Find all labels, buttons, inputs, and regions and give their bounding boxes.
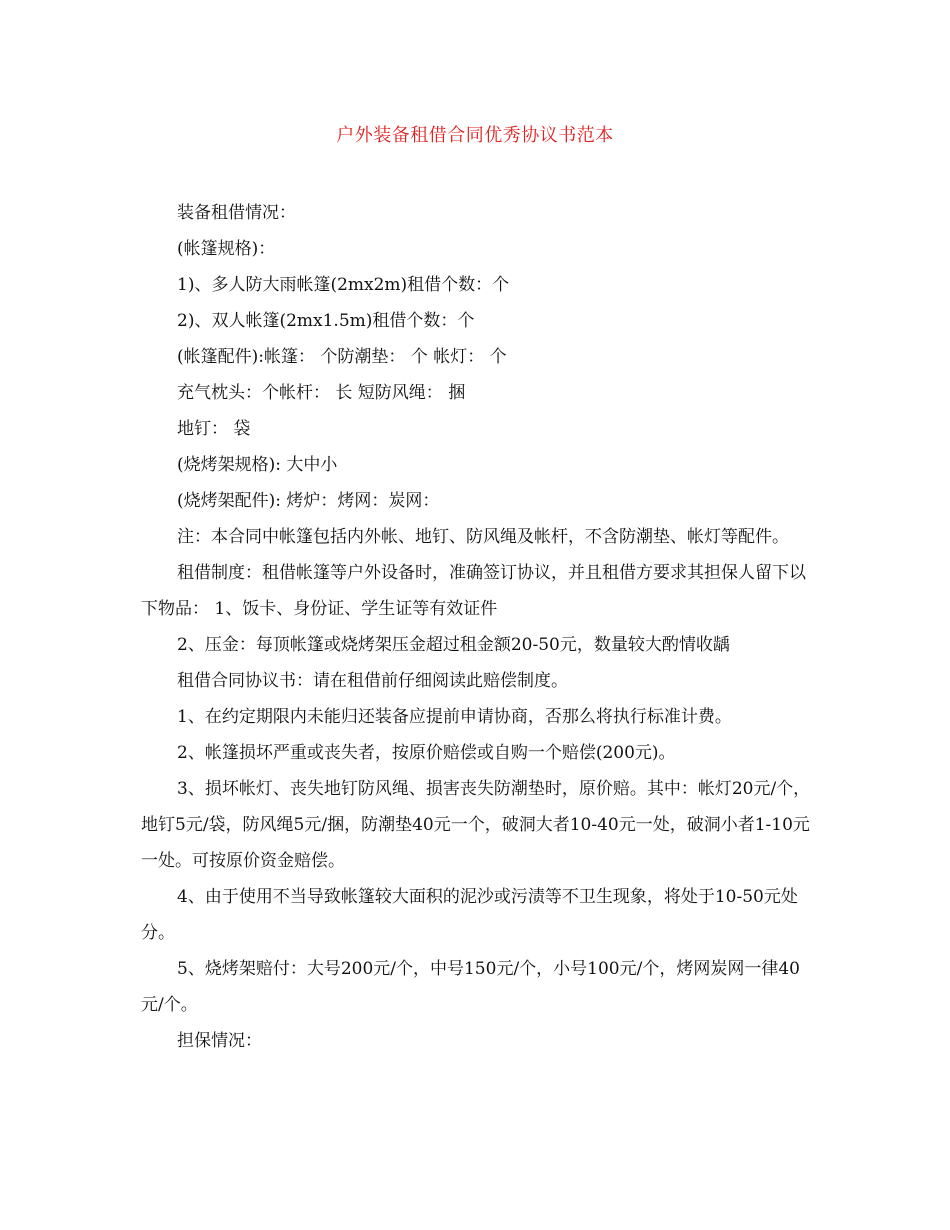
- paragraph-agreement: 租借合同协议书：请在租借前仔细阅读此赔偿制度。: [177, 671, 568, 691]
- paragraph-rule-5: 5、烧烤架赔付：大号200元/个，中号150元/个，小号100元/个，烤网炭网一律40元/个。: [141, 959, 800, 1015]
- document-title: 户外装备租借合同优秀协议书范本: [336, 125, 614, 146]
- paragraph-note: 注：本合同中帐篷包括内外帐、地钉、防风绳及帐杆，不含防潮垫、帐灯等配件。: [177, 527, 789, 547]
- paragraph-rule-1: 1、在约定期限内未能归还装备应提前申请协商，否那么将执行标准计费。: [177, 707, 732, 727]
- paragraph-deposit: 2、压金：每顶帐篷或烧烤架压金超过租金额20-50元，数量较大酌情收龋: [177, 635, 730, 655]
- document-body: [141, 195, 813, 1059]
- paragraph-rule-3: 3、损坏帐灯、丧失地钉防风绳、损害丧失防潮垫时，原价赔。其中：帐灯20元/个，地钉5元/袋，防风绳5元/捆，防潮垫40元一个，破洞大者10-40元一处，破洞小者1-10元一处。可按原价资金赔偿。: [141, 779, 811, 871]
- paragraph-grill-accessories: (烧烤架配件): 烤炉：烤网：炭网：: [177, 491, 440, 511]
- paragraph-rental-status: 装备租借情况：: [177, 203, 296, 223]
- paragraph-tent-spec: (帐篷规格)：: [177, 239, 276, 259]
- paragraph-rule-4: 4、由于使用不当导致帐篷较大面积的泥沙或污渍等不卫生现象，将处于10-50元处分。: [141, 887, 798, 943]
- paragraph-pillow-pole-rope: 充气枕头：个帐杆： 长 短防风绳： 捆: [177, 383, 466, 403]
- paragraph-rule-2: 2、帐篷损坏严重或丧失者，按原价赔偿或自购一个赔偿(200元)。: [177, 743, 676, 763]
- paragraph-guarantee: 担保情况：: [177, 1031, 262, 1051]
- paragraph-rental-policy: 租借制度：租借帐篷等户外设备时，准确签订协议，并且租借方要求其担保人留下以下物品： 1、饭卡、身份证、学生证等有效证件: [141, 563, 806, 619]
- paragraph-tent-double: 2)、双人帐篷(2mx1.5m)租借个数：个: [177, 311, 475, 331]
- paragraph-tent-multi: 1)、多人防大雨帐篷(2mx2m)租借个数：个: [177, 275, 510, 295]
- paragraph-tent-accessories: (帐篷配件):帐篷： 个防潮垫： 个 帐灯： 个: [177, 347, 507, 367]
- paragraph-grill-spec: (烧烤架规格): 大中小: [177, 455, 338, 475]
- paragraph-ground-nails: 地钉： 袋: [177, 419, 251, 439]
